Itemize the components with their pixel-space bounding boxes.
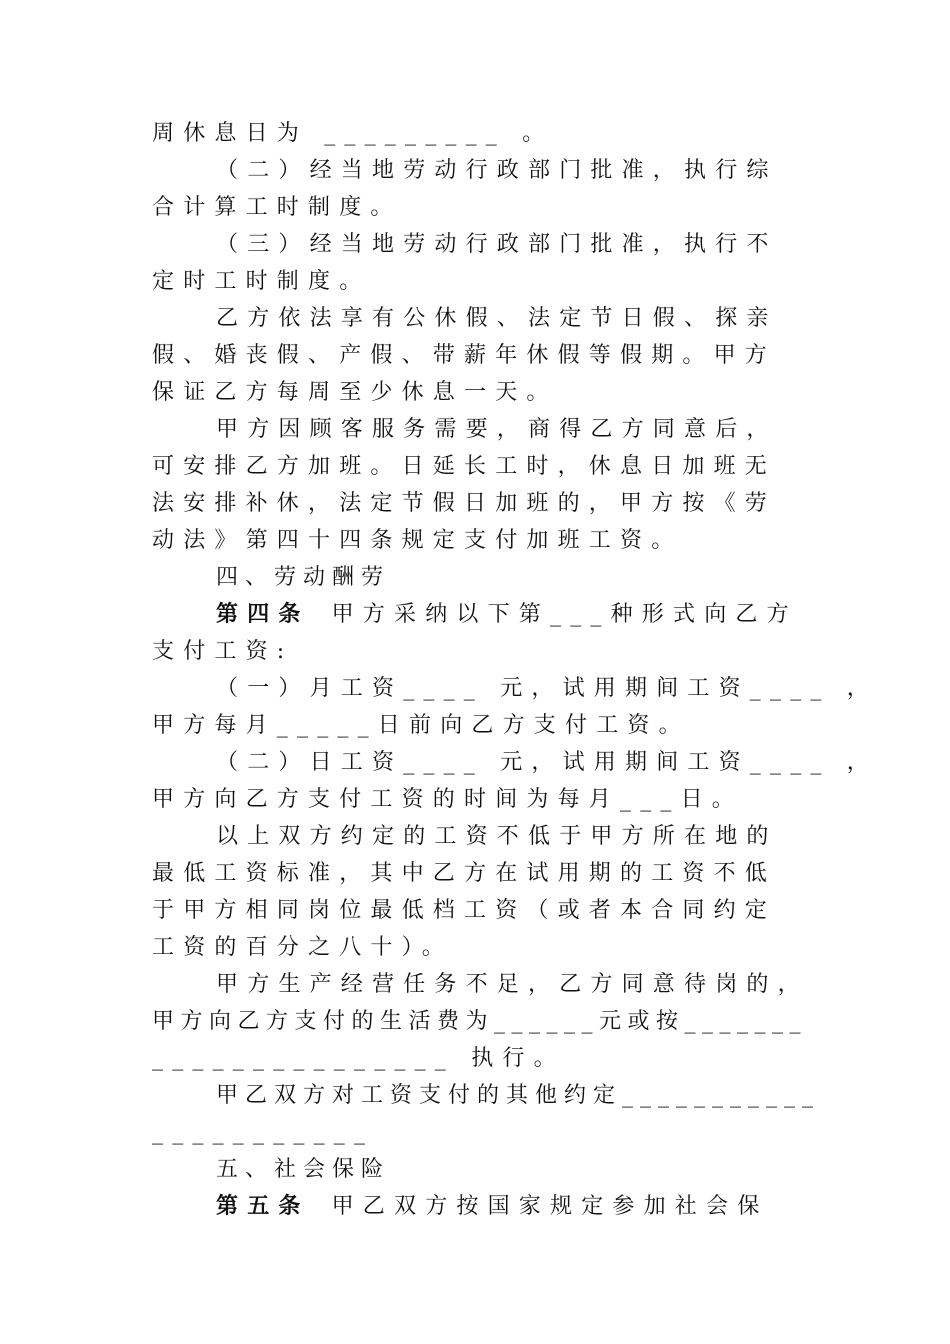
text-line: （二）日工资____ 元，试用期间工资____ ， — [216, 750, 878, 775]
article-label: 第四条 — [216, 602, 310, 627]
text-line: 甲方向乙方支付工资的时间为每月___日。 — [152, 787, 744, 812]
text-line: （二）经当地劳动行政部门批准，执行综 — [216, 158, 778, 183]
text-line: （一）月工资____ 元，试用期间工资____ ， — [216, 676, 878, 701]
article-text: 甲方采纳以下第___种形式向乙方 — [331, 602, 798, 627]
text-line: ___________ — [152, 1120, 375, 1145]
text-line: 合计算工时制度。 — [152, 195, 402, 220]
text-line: 甲方向乙方支付的生活费为______元或按_______ — [152, 1009, 808, 1034]
text-line: 假、婚丧假、产假、带薪年休假等假期。甲方 — [152, 343, 777, 368]
text-line: _______________ 执行。 — [152, 1046, 565, 1071]
text-line: 甲方每月_____日前向乙方支付工资。 — [152, 713, 690, 738]
article-text: 甲乙双方按国家规定参加社会保 — [331, 1194, 769, 1219]
text-line: 定时工时制度。 — [152, 269, 371, 294]
article-line — [216, 600, 816, 630]
text-line: 甲方生产经营任务不足，乙方同意待岗的， — [216, 972, 809, 997]
text-line: 乙方依法享有公休假、法定节日假、探亲 — [216, 306, 778, 331]
text-line: 甲方因顾客服务需要，商得乙方同意后， — [216, 417, 778, 442]
text-line: 工资的百分之八十）。 — [152, 935, 454, 960]
article-label: 第五条 — [216, 1194, 310, 1219]
text-line: 以上双方约定的工资不低于甲方所在地的 — [216, 824, 778, 849]
text-line: 支付工资: — [152, 639, 294, 664]
text-line: 最低工资标准，其中乙方在试用期的工资不低 — [152, 861, 777, 886]
article-line — [216, 1192, 816, 1222]
text-line: 周休息日为 _________ 。 — [152, 121, 554, 146]
text-line: 甲乙双方对工资支付的其他约定___________ — [216, 1083, 821, 1108]
section-heading: 五、社会保险 — [216, 1157, 391, 1182]
text-line: 可安排乙方加班。日延长工时，休息日加班无 — [152, 454, 777, 479]
text-line: 动法》第四十四条规定支付加班工资。 — [152, 528, 683, 553]
text-line: 于甲方相同岗位最低档工资（或者本合同约定 — [152, 898, 777, 923]
text-line: 法安排补休，法定节假日加班的，甲方按《劳 — [152, 491, 777, 516]
text-line: （三）经当地劳动行政部门批准，执行不 — [216, 232, 778, 257]
section-heading: 四、劳动酬劳 — [216, 565, 391, 590]
text-line: 保证乙方每周至少休息一天。 — [152, 380, 558, 405]
